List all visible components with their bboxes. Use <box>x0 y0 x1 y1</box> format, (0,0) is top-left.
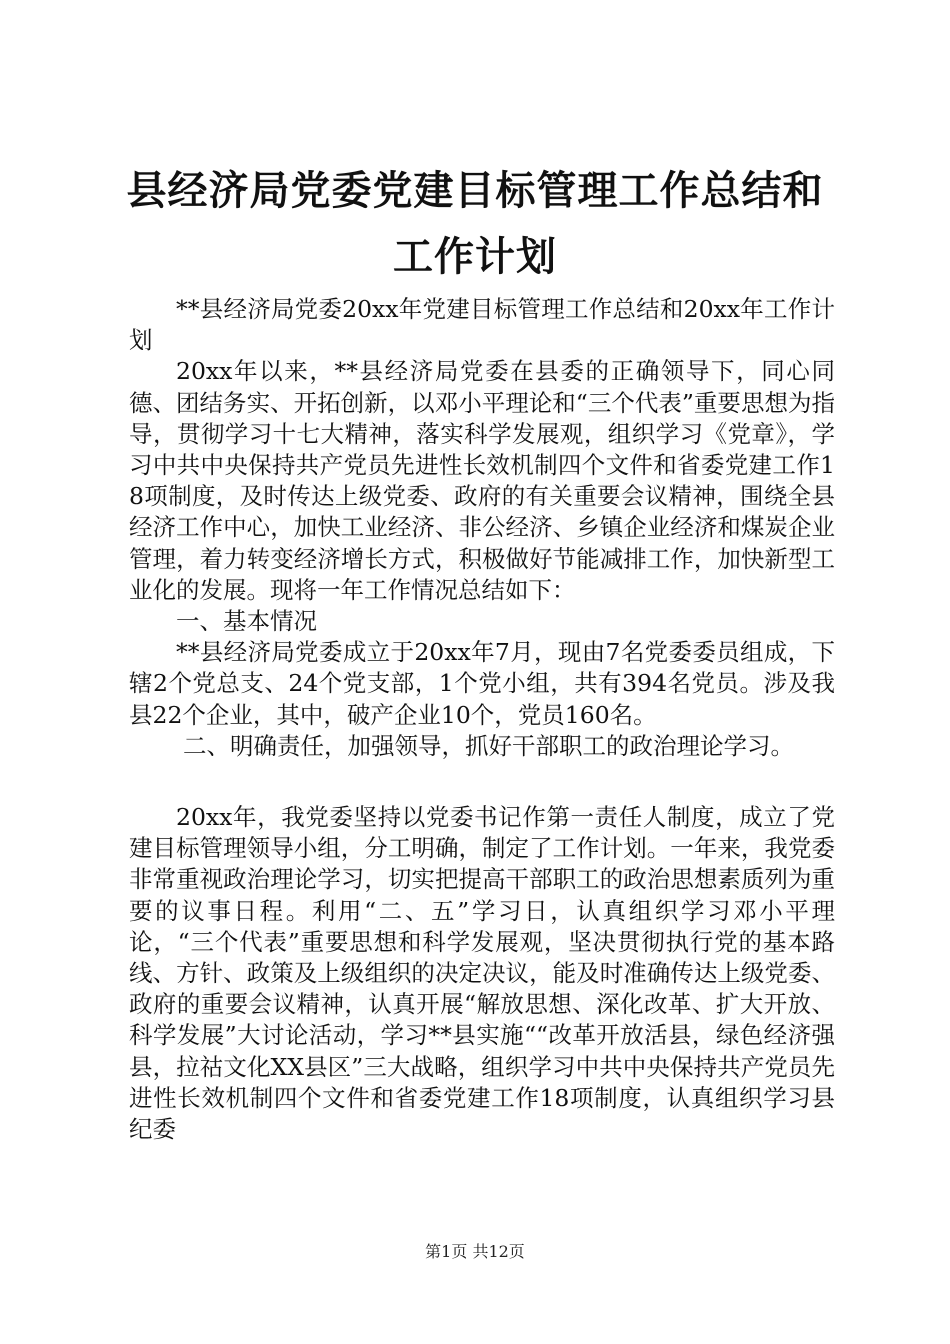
intro-paragraph: 20xx年以来，**县经济局党委在县委的正确领导下，同心同德、团结务实、开拓创新，以邓小平理论和“三个代表”重要思想为指导，贯彻学习十七大精神，落实科学发展观，组织学习《党章》，学习中共中央保持共产党员先进性长效机制四个文件和省委党建工作18项制度，及时传达上级党委、政府的有关重要会议精神，围绕全县经济工作中心，加快工业经济、非公经济、乡镇企业经济和煤炭企业管理，着力转变经济增长方式，积极做好节能减排工作，加快新型工业化的发展。现将一年工作情况总结如下： <box>129 357 835 604</box>
section1-paragraph: **县经济局党委成立于20xx年7月，现由7名党委委员组成，下辖2个党总支、24个党支部，1个党小组，共有394名党员。涉及我县22个企业，其中，破产企业10个，党员160名。 <box>129 638 835 729</box>
section2-paragraph: 20xx年，我党委坚持以党委书记作第一责任人制度，成立了党建目标管理领导小组，分工明确，制定了工作计划。一年来，我党委非常重视政治理论学习，切实把提高干部职工的政治思想素质列为重要的议事日程。利用“二、五”学习日，认真组织学习邓小平理论，“三个代表”重要思想和科学发展观，坚决贯彻执行党的基本路线、方针、政策及上级组织的决定决议，能及时准确传达上级党委、政府的重要会议精神，认真开展“解放思想、深化改革、扩大开放、科学发展”大讨论活动，学习**县实施““改革开放活县，绿色经济强县，拉祜文化XX县区”三大战略，组织学习中共中央保持共产党员先进性长效机制四个文件和省委党建工作18项制度，认真组织学习县纪委 <box>129 803 835 1144</box>
section2-heading: 二、明确责任，加强领导，抓好干部职工的政治理论学习。 <box>183 731 795 760</box>
page-indicator: 第1页 共12页 <box>425 1242 525 1261</box>
paragraph-spacer <box>129 762 835 802</box>
document-body <box>129 294 835 1145</box>
section1-heading: 一、基本情况 <box>176 607 317 636</box>
document-title: 县经济局党委党建目标管理工作总结和工作计划 <box>126 168 824 280</box>
document-subtitle: **县经济局党委20xx年党建目标管理工作总结和20xx年工作计划 <box>129 295 835 355</box>
